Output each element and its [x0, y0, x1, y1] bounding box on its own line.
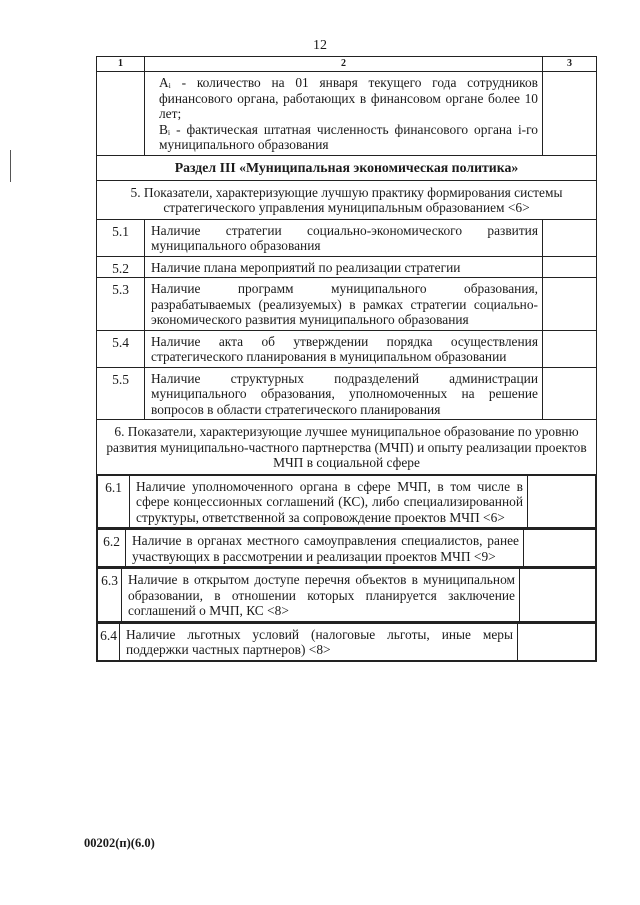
row-value-cell	[518, 623, 596, 660]
row-text: Наличие в органах местного самоуправления специалистов, ранее участвующих в рассмотрении и реализации проектов МЧП <9>	[126, 530, 524, 567]
table-row	[97, 330, 597, 367]
row-text: Наличие льготных условий (налоговые льготы, иные меры поддержки частных партнеров) <8>	[120, 623, 518, 660]
table-row	[97, 278, 597, 331]
formula-line-a: Aᵢ - количество на 01 января текущего года сотрудников финансового органа, работающих в финансовом органе более 10 лет;	[159, 75, 538, 121]
indicators-table	[96, 56, 597, 662]
row-value-cell	[543, 367, 597, 420]
table-row	[97, 529, 597, 568]
table-row	[97, 256, 597, 278]
group-5-row	[97, 180, 597, 219]
scan-edge-mark	[10, 150, 11, 182]
row-text: Наличие уполномоченного органа в сфере МЧП, в том числе в сфере концессионных соглашений (КС), либо специализированной структуры, ответственной за сопровождение проектов МЧП <6>	[130, 475, 528, 528]
row-text: Наличие стратегии социально-экономического развития муниципального образования	[145, 219, 543, 256]
table-row	[97, 568, 597, 623]
row-value-cell	[528, 475, 596, 528]
group-6-title: 6. Показатели, характеризующие лучшее муниципальное образование по уровню развития муниципально-частного партнерства (МЧП) и опыту реализации проектов МЧП в социальной сфере	[97, 420, 597, 475]
row-value-cell	[543, 278, 597, 331]
table-row	[97, 622, 597, 661]
formula-row	[97, 72, 597, 156]
group-5-title: 5. Показатели, характеризующие лучшую практику формирования системы стратегического управления муниципальным образованием <6>	[97, 180, 597, 219]
formula-empty-cell	[97, 72, 145, 156]
row-number: 5.1	[97, 219, 145, 256]
table-header-row	[97, 57, 597, 72]
formula-text-cell	[145, 72, 543, 156]
row-value-cell	[524, 530, 596, 567]
header-col-2: 2	[145, 57, 543, 72]
table-row	[97, 474, 597, 529]
table-row	[97, 367, 597, 420]
header-col-3: 3	[543, 57, 597, 72]
section-title: Раздел III «Муниципальная экономическая политика»	[97, 155, 597, 180]
page-number: 12	[313, 38, 327, 53]
row-text: Наличие программ муниципального образования, разрабатываемых (реализуемых) в рамках стратегии социально-экономического развития муниципального образования	[145, 278, 543, 331]
formula-line-b: Bᵢ - фактическая штатная численность финансового органа i-го муниципального образования	[159, 121, 538, 152]
document-code: 00202(п)(6.0)	[84, 836, 155, 850]
row-number: 5.5	[97, 367, 145, 420]
table-row	[97, 219, 597, 256]
header-col-1: 1	[97, 57, 145, 72]
group-6-row	[97, 420, 597, 475]
row-number: 6.1	[98, 475, 130, 528]
row-value-cell	[543, 219, 597, 256]
row-number: 6.4	[98, 623, 120, 660]
row-number: 6.3	[98, 569, 122, 622]
row-number: 6.2	[98, 530, 126, 567]
section-row	[97, 155, 597, 180]
row-number: 5.3	[97, 278, 145, 331]
formula-value-cell	[543, 72, 597, 156]
row-value-cell	[520, 569, 596, 622]
row-text: Наличие структурных подразделений администрации муниципального образования, уполномоченных на решение вопросов в области стратегического планирования	[145, 367, 543, 420]
row-text: Наличие плана мероприятий по реализации стратегии	[145, 256, 543, 278]
row-text: Наличие акта об утверждении порядка осуществления стратегического планирования в муниципальном образовании	[145, 330, 543, 367]
row-value-cell	[543, 330, 597, 367]
row-number: 5.4	[97, 330, 145, 367]
row-value-cell	[543, 256, 597, 278]
row-text: Наличие в открытом доступе перечня объектов в муниципальном образовании, в отношении которых планируется заключение соглашений о МЧП, КС <8>	[122, 569, 520, 622]
row-number: 5.2	[97, 256, 145, 278]
